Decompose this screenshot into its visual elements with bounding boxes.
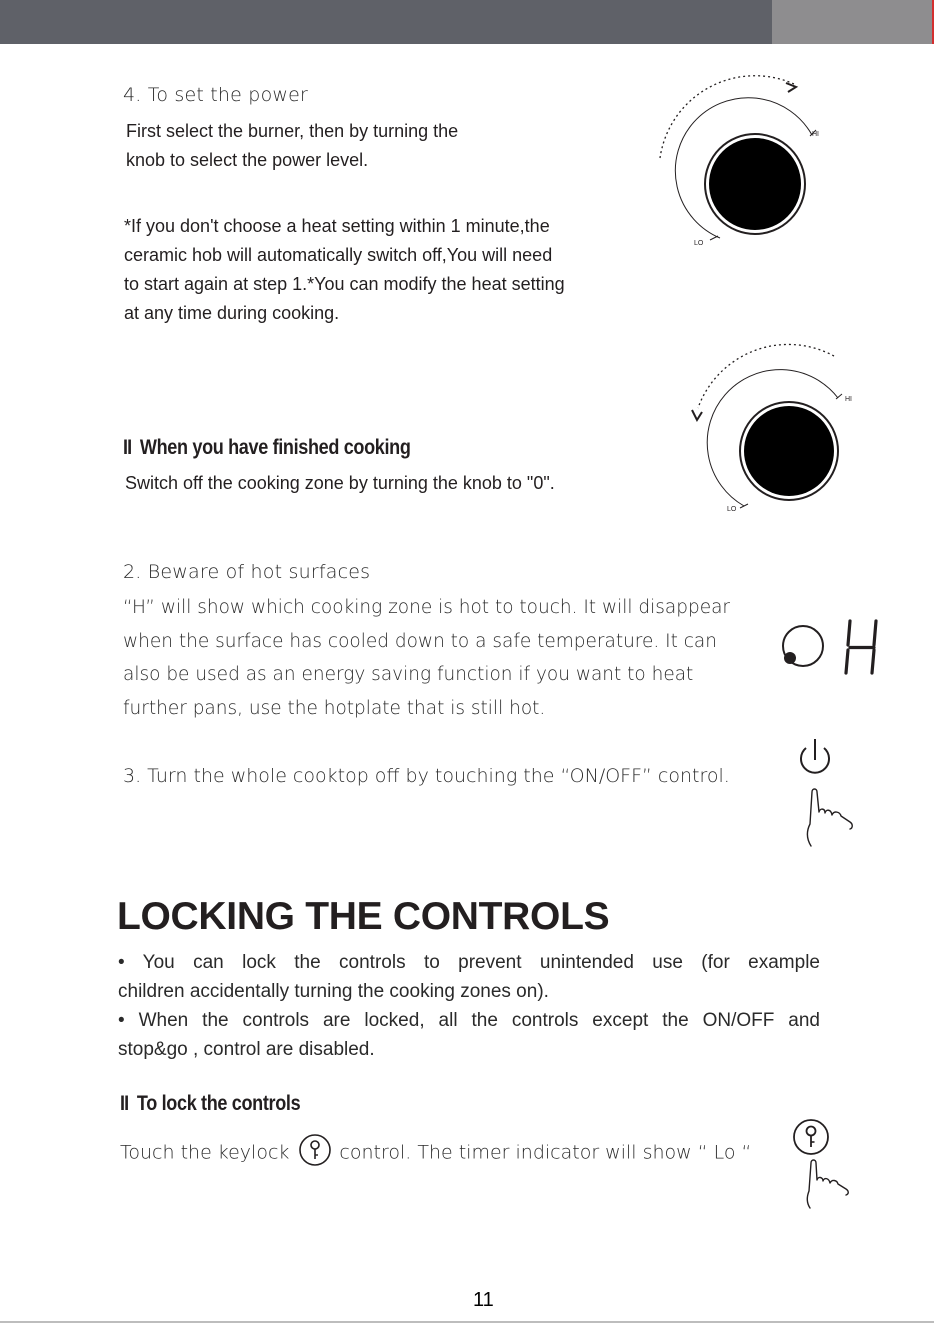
step4-note: [124, 212, 624, 328]
to-lock-heading-text: To lock the controls: [136, 1092, 301, 1115]
hi-label: HI: [845, 396, 852, 403]
lo-label: LO: [694, 240, 704, 247]
finished-heading-text: When you have finished cooking: [139, 436, 411, 459]
knob-diagram-increase: [650, 70, 840, 260]
H-display-icon: [846, 621, 876, 673]
step2-line: “H” will show which cooking zone is hot to touch. It will disappear: [123, 597, 731, 618]
knob-icon: [740, 402, 838, 500]
to-lock-heading: [120, 1092, 300, 1116]
power-icon: [795, 736, 835, 780]
locking-line: children accidentally turning the cooking zones on).: [118, 981, 549, 1002]
step4-text: [126, 117, 458, 175]
to-lock-text-after: control. The timer indicator will show “ Lo “: [339, 1141, 752, 1164]
locking-line: stop&go , control are disabled.: [118, 1039, 375, 1060]
note-line: ceramic hob will automatically switch off,You will need: [124, 245, 553, 265]
step4-line: First select the burner, then by turning the: [126, 121, 459, 141]
cooking-zone-icon: [783, 626, 823, 666]
section-mark: II: [123, 436, 132, 459]
step2-line: also be used as an energy saving function if you want to heat: [123, 664, 694, 685]
knob-icon: [705, 134, 805, 234]
knob-diagram-off: [684, 338, 874, 528]
header-accent: [772, 0, 934, 44]
step4-title: 4. To set the power: [123, 84, 309, 106]
step2-title: 2. Beware of hot surfaces: [123, 561, 371, 583]
step2-line: further pans, use the hotplate that is still hot.: [123, 697, 546, 719]
locking-line: • When the controls are locked, all the controls except the ON/OFF and: [118, 1010, 820, 1031]
note-line: at any time during cooking.: [124, 303, 340, 323]
finished-text: Switch off the cooking zone by turning the knob to "0".: [125, 473, 555, 493]
step4-line: knob to select the power level.: [126, 150, 369, 170]
pointing-hand-icon: [804, 786, 856, 848]
to-lock-text-before: Touch the keylock: [120, 1141, 290, 1164]
keylock-icon: [791, 1117, 831, 1157]
lo-label: LO: [727, 506, 737, 513]
to-lock-text: [120, 1139, 751, 1167]
header-bar: [0, 0, 772, 44]
finished-heading: [123, 436, 411, 460]
section-mark: II: [120, 1092, 129, 1115]
page-number: 11: [473, 1289, 494, 1311]
note-line: to start again at step 1.*You can modify the heat setting: [124, 274, 565, 294]
step2-line: when the surface has cooled down to a safe temperature. It can: [123, 630, 717, 652]
locking-text: [118, 948, 820, 1064]
step3-text: 3. Turn the whole cooktop off by touching the “ON/OFF” control.: [123, 765, 730, 787]
pointing-hand-icon: [804, 1158, 852, 1210]
locking-heading: LOCKING THE CONTROLS: [117, 895, 610, 938]
keylock-icon: [297, 1133, 333, 1167]
locking-line: • You can lock the controls to prevent unintended use (for example: [118, 952, 820, 973]
hot-indicator-diagram: [775, 612, 885, 682]
step2-text: [123, 591, 773, 725]
note-line: *If you don't choose a heat setting within 1 minute,the: [124, 216, 550, 236]
hi-label: HI: [812, 131, 819, 138]
